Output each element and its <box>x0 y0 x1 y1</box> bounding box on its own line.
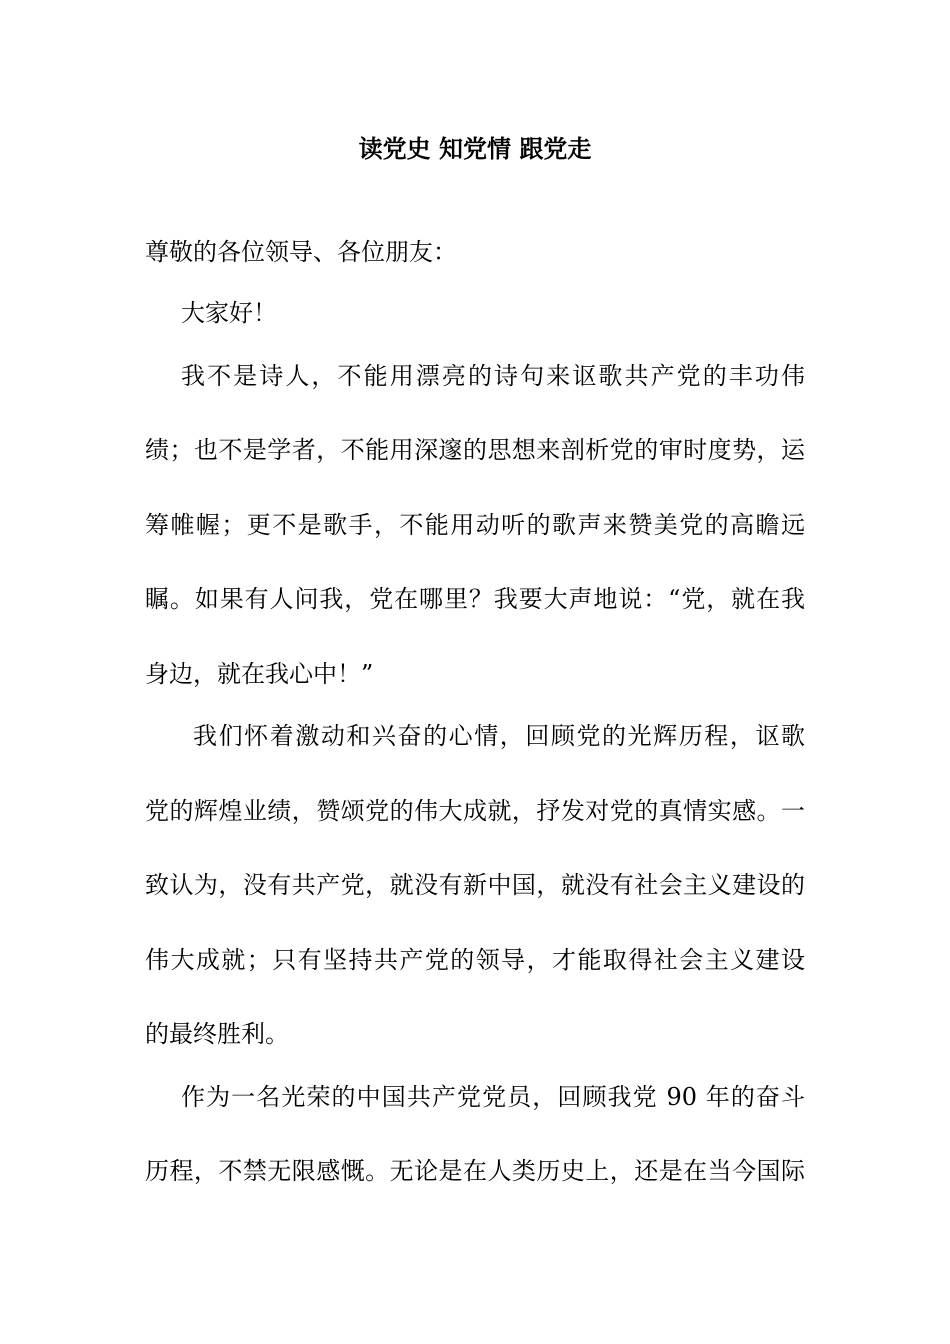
paragraph-1-line-2: 绩；也不是学者，不能用深邃的思想来剖析党的审时度势，运 <box>145 436 805 464</box>
salutation-line: 尊敬的各位领导、各位朋友： <box>145 238 457 266</box>
document-title: 读党史 知党情 跟党走 <box>358 134 592 163</box>
paragraph-1-line-1: 我不是诗人，不能用漂亮的诗句来讴歌共产党的丰功伟 <box>181 362 805 390</box>
paragraph-1-line-3: 筹帷幄；更不是歌手，不能用动听的歌声来赞美党的高瞻远 <box>145 511 805 539</box>
paragraph-3-line-2: 历程，不禁无限感慨。无论是在人类历史上，还是在当今国际 <box>145 1157 805 1185</box>
paragraph-2-line-2: 党的辉煌业绩，赞颂党的伟大成就，抒发对党的真情实感。一 <box>145 797 805 825</box>
paragraph-2-line-1: 我们怀着激动和兴奋的心情，回顾党的光辉历程，讴歌 <box>193 722 805 750</box>
paragraph-2-line-5: 的最终胜利。 <box>145 1020 289 1048</box>
paragraph-2-line-3: 致认为，没有共产党，就没有新中国，就没有社会主义建设的 <box>145 871 805 899</box>
paragraph-3-line-1: 作为一名光荣的中国共产党党员，回顾我党 90 年的奋斗 <box>181 1083 805 1111</box>
greeting-line: 大家好！ <box>181 299 277 327</box>
paragraph-2-line-4: 伟大成就；只有坚持共产党的领导，才能取得社会主义建设 <box>145 946 805 974</box>
paragraph-1-line-5: 身边，就在我心中！” <box>145 660 374 688</box>
paragraph-1-line-4: 瞩。如果有人问我，党在哪里？我要大声地说：“党，就在我 <box>145 585 805 613</box>
